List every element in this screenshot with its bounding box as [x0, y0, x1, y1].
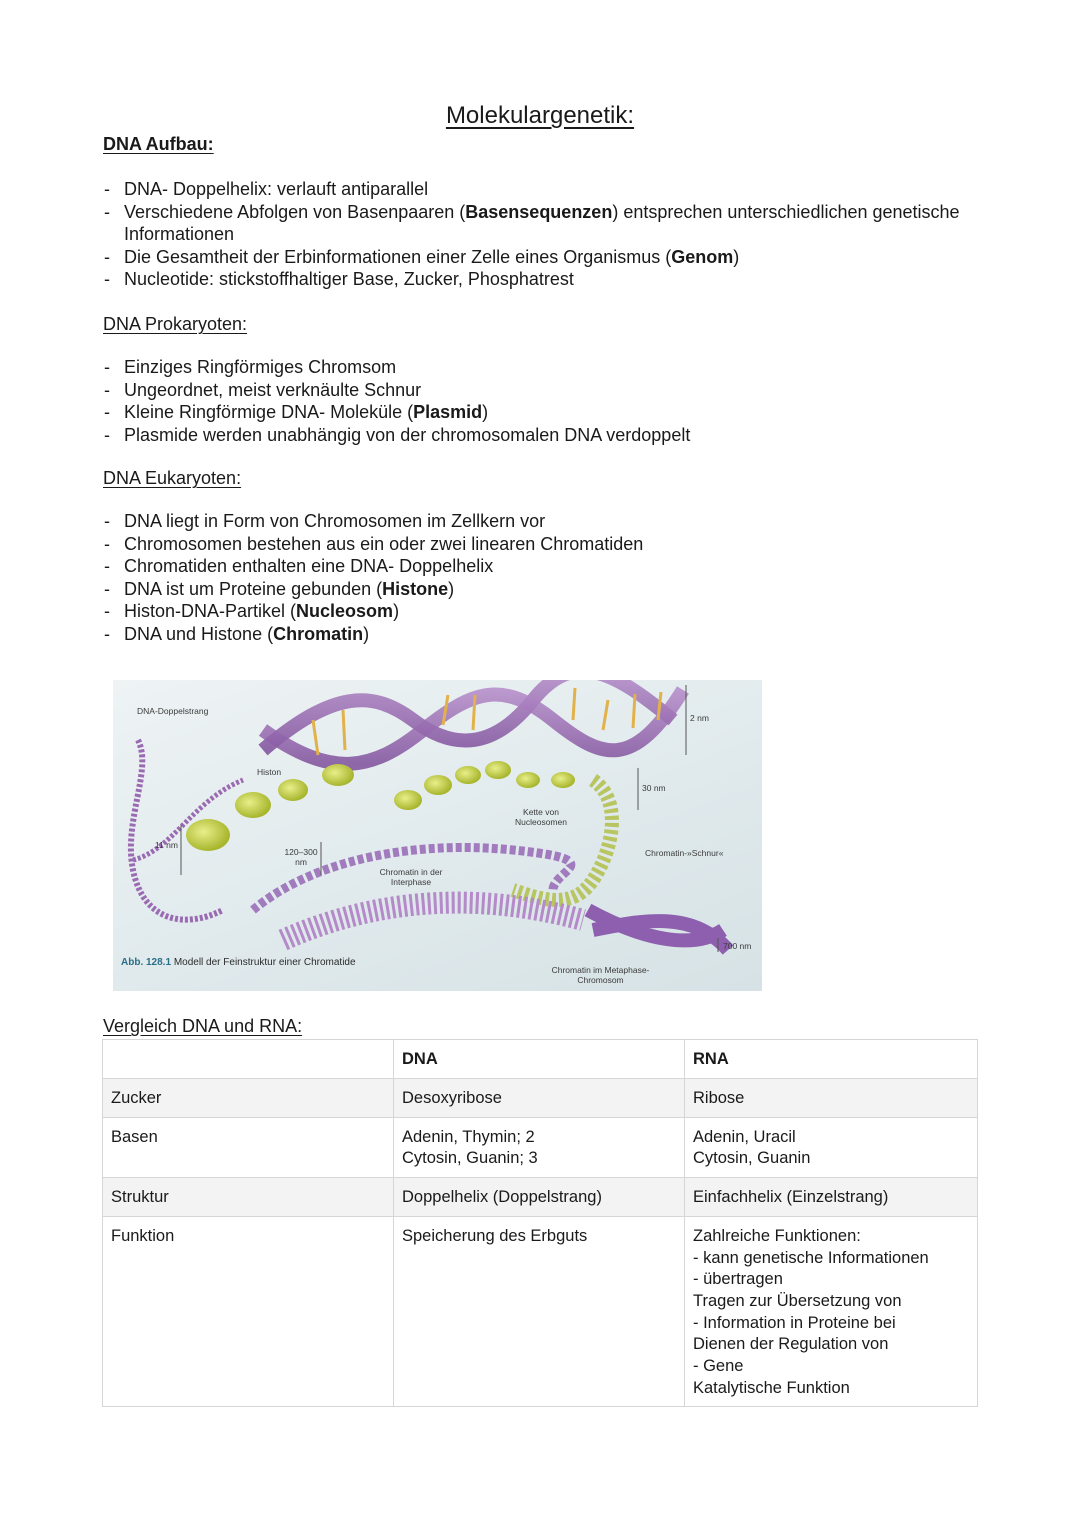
list-item	[103, 379, 983, 402]
cell-line: Tragen zur Übersetzung von	[693, 1291, 902, 1310]
list-item	[103, 510, 983, 533]
table-row	[103, 1079, 978, 1118]
section-heading-eukaryoten: DNA Eukaryoten:	[103, 468, 242, 488]
cell-line: Adenin, Thymin; 2	[402, 1127, 535, 1146]
cell-line: Cytosin, Guanin; 3	[402, 1149, 538, 1168]
bullet-list-aufbau	[103, 178, 983, 291]
cell-line: Speicherung des Erbguts	[402, 1226, 588, 1245]
text-segment: DNA- Doppelhelix: verlauft antiparallel	[124, 179, 429, 199]
dna-cell	[394, 1178, 685, 1217]
label-histon: Histon	[257, 767, 282, 777]
label-chromatin-schnur: Chromatin-»Schnur«	[645, 848, 724, 858]
list-item	[103, 578, 983, 601]
table-row	[103, 1216, 978, 1407]
rna-cell	[685, 1117, 978, 1177]
chromatin-illustration	[113, 680, 762, 991]
row-label: Basen	[103, 1117, 394, 1177]
text-segment: Kleine Ringförmige DNA- Moleküle (	[124, 402, 414, 422]
bullet-list-eukaryoten	[103, 510, 983, 645]
table-header-cell: RNA	[685, 1040, 978, 1079]
rna-cell	[685, 1178, 978, 1217]
text-segment: DNA und Histone (	[124, 623, 274, 644]
list-item	[103, 356, 983, 379]
cell-line: Adenin, Uracil	[693, 1127, 796, 1146]
label-11nm: 11 nm	[155, 840, 178, 850]
text-segment: Einziges Ringförmiges Chromsom	[124, 357, 397, 377]
text-segment: )	[363, 623, 370, 644]
figure-caption	[121, 957, 356, 968]
text-segment: Ungeordnet, meist verknäulte Schnur	[124, 379, 422, 400]
figure-caption-text: Modell der Feinstruktur einer Chromatide	[173, 957, 356, 968]
chromatin-figure	[113, 680, 762, 991]
list-item	[103, 201, 983, 246]
bold-term: Histone	[382, 578, 449, 599]
text-segment: Chromatiden enthalten eine DNA- Doppelhelix	[124, 556, 494, 576]
text-segment: DNA ist um Proteine gebunden (	[124, 578, 383, 599]
bullet-list-prokaryoten	[103, 356, 983, 446]
section-heading-prokaryoten: DNA Prokaryoten:	[103, 314, 248, 334]
text-segment: Verschiedene Abfolgen von Basenpaaren (	[124, 201, 466, 222]
label-30nm: 30 nm	[642, 783, 666, 793]
table-header-row	[103, 1040, 978, 1079]
text-segment: Die Gesamtheit der Erbinformationen einer Zelle eines Organismus (	[124, 246, 672, 267]
section-heading-vergleich: Vergleich DNA und RNA:	[103, 1016, 303, 1036]
dna-cell	[394, 1216, 685, 1407]
text-segment: Histon-DNA-Partikel (	[124, 601, 297, 621]
text-segment: Chromosomen bestehen aus ein oder zwei linearen Chromatiden	[124, 533, 644, 554]
list-item	[103, 424, 983, 447]
row-label: Zucker	[103, 1079, 394, 1118]
label-2nm: 2 nm	[690, 713, 709, 723]
cell-line: Doppelhelix (Doppelstrang)	[402, 1188, 602, 1207]
label-dna-doppelstrang: DNA-Doppelstrang	[137, 706, 209, 716]
text-segment: )	[482, 402, 489, 422]
list-item	[103, 178, 983, 201]
cell-line: Katalytische Funktion	[693, 1378, 850, 1397]
label-kette-nucleosomen: Kette von Nucleosomen	[515, 807, 567, 827]
cell-line: Ribose	[693, 1089, 745, 1107]
row-label: Struktur	[103, 1178, 394, 1217]
rna-cell	[685, 1079, 978, 1118]
list-item	[103, 533, 983, 556]
table-header-cell	[103, 1040, 394, 1079]
table-header-cell: DNA	[394, 1040, 685, 1079]
comparison-table	[102, 1039, 978, 1407]
bold-term: Chromatin	[273, 623, 364, 644]
list-item	[103, 555, 983, 578]
text-segment: )	[393, 601, 400, 621]
list-item	[103, 623, 983, 646]
section-heading-aufbau: DNA Aufbau:	[103, 134, 214, 154]
table-row	[103, 1117, 978, 1177]
label-120-300nm: 120–300 nm	[284, 847, 318, 867]
dna-cell	[394, 1117, 685, 1177]
bold-term: Genom	[671, 246, 734, 267]
label-chromatin-interphase: Chromatin in der Interphase	[379, 867, 443, 887]
label-metaphase-chromosom: Chromatin im Metaphase-Chromosom	[551, 965, 650, 985]
bold-term: Plasmid	[413, 402, 483, 422]
text-segment: )	[448, 578, 455, 599]
list-item	[103, 246, 983, 269]
cell-line: Cytosin, Guanin	[693, 1149, 811, 1168]
rna-cell	[685, 1216, 978, 1407]
cell-line: - kann genetische Informationen	[693, 1248, 929, 1267]
dna-cell	[394, 1079, 685, 1118]
page-title: Molekulargenetik:	[445, 102, 635, 129]
table-row	[103, 1178, 978, 1217]
cell-line: - Information in Proteine bei	[693, 1313, 896, 1332]
row-label: Funktion	[103, 1216, 394, 1407]
text-segment: DNA liegt in Form von Chromosomen im Zellkern vor	[124, 511, 546, 531]
text-segment: Plasmide werden unabhängig von der chromosomalen DNA verdoppelt	[124, 424, 691, 445]
figure-caption-number: Abb. 128.1	[121, 957, 172, 968]
cell-line: Einfachhelix (Einzelstrang)	[693, 1188, 889, 1207]
text-segment: ) entsprechen unterschiedlichen genetische Informationen	[124, 201, 960, 244]
bold-term: Basensequenzen	[465, 201, 613, 222]
list-item	[103, 268, 983, 291]
cell-line: Zahlreiche Funktionen:	[693, 1226, 861, 1245]
bold-term: Nucleosom	[296, 601, 394, 621]
list-item	[103, 401, 983, 424]
text-segment: )	[733, 246, 740, 267]
text-segment: Nucleotide: stickstoffhaltiger Base, Zucker, Phosphatrest	[124, 269, 574, 289]
cell-line: - übertragen	[693, 1270, 783, 1289]
cell-line: - Gene	[693, 1357, 744, 1376]
cell-line: Dienen der Regulation von	[693, 1335, 889, 1354]
cell-line: Desoxyribose	[402, 1089, 502, 1107]
label-700nm: 700 nm	[723, 941, 752, 951]
list-item	[103, 600, 983, 623]
